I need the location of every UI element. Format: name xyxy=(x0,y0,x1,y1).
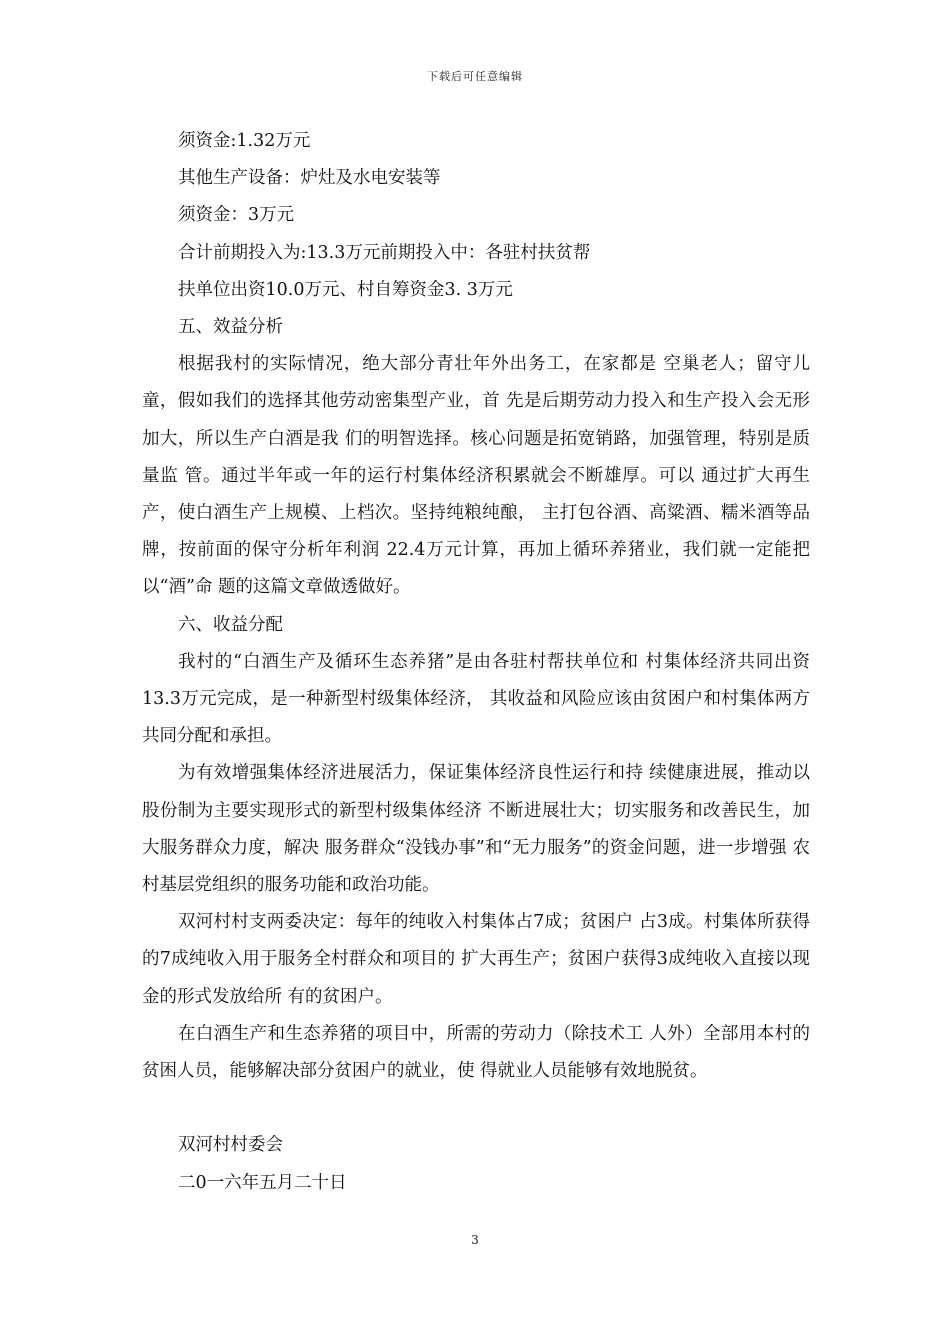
document-body xyxy=(142,123,810,1202)
section-heading-distribution: 六、收益分配 xyxy=(178,614,283,635)
funding-line-1: 须资金:1.32万元 xyxy=(178,131,311,151)
page-number: 3 xyxy=(471,1233,479,1247)
signature-organization: 双河村村委会 xyxy=(178,1135,283,1156)
funding-line-2: 须资金：3万元 xyxy=(178,205,295,226)
distribution-paragraph-2: 为有效增强集体经济进展活力，保证集体经济良性运行和持 续健康进展，推动以股份制为主要实现形式的新型村级集体经济 不断进展壮大；切实服务和改善民生，加大服务群众力度，解决 服务群众“没钱办事”和“无力服务”的资金问题，进一步增强 农村基层党组织的服务功能和政治功能。 xyxy=(142,763,810,895)
signature-spacer xyxy=(142,1090,810,1127)
total-investment-line: 合计前期投入为:13.3万元前期投入中：各驻村扶贫帮 xyxy=(178,242,591,263)
section-heading-benefit: 五、效益分析 xyxy=(178,316,283,337)
distribution-paragraph-4: 在白酒生产和生态养猪的项目中，所需的劳动力（除技术工 人外）全部用本村的贫困人员，能够解决部分贫困户的就业，使 得就业人员能够有效地脱贫。 xyxy=(142,1023,810,1081)
signature-date: 二0一六年五月二十日 xyxy=(178,1172,347,1193)
distribution-paragraph-1: 我村的“白酒生产及循环生态养猪”是由各驻村帮扶单位和 村集体经济共同出资13.3万元完成，是一种新型村级集体经济， 其收益和风险应该由贫困户和村集体两方共同分配和承担。 xyxy=(142,651,810,747)
equipment-line: 其他生产设备：炉灶及水电安装等 xyxy=(178,168,441,189)
benefit-analysis-paragraph: 根据我村的实际情况，绝大部分青壮年外出务工，在家都是 空巢老人；留守儿童，假如我们的选择其他劳动密集型产业，首 先是后期劳动力投入和生产投入会无形加大，所以生产白酒是我 们的明智选择。核心问题是拓宽销路，加强管理，特别是质量监 管。通过半年或一年的运行村集体经济积累就会不断雄厚。可以 通过扩大再生产，使白酒生产上规模、上档次。坚持纯粮纯酿， 主打包谷酒、高粱酒、糯米酒等品牌，按前面的保守分析年利润 22.4万元计算，再加上循环养猪业，我们就一定能把以“酒”命 题的这篇文章做透做好。 xyxy=(142,354,810,598)
funding-source-line: 扶单位出资10.0万元、村自筹资金3. 3万元 xyxy=(178,279,513,300)
distribution-paragraph-3: 双河村村支两委决定：每年的纯收入村集体占7成；贫困户 占3成。村集体所获得的7成纯收入用于服务全村群众和项目的 扩大再生产；贫困户获得3成纯收入直接以现金的形式发放给所 有的贫困户。 xyxy=(142,912,810,1007)
page-header-note: 下载后可任意编辑 xyxy=(427,70,523,83)
